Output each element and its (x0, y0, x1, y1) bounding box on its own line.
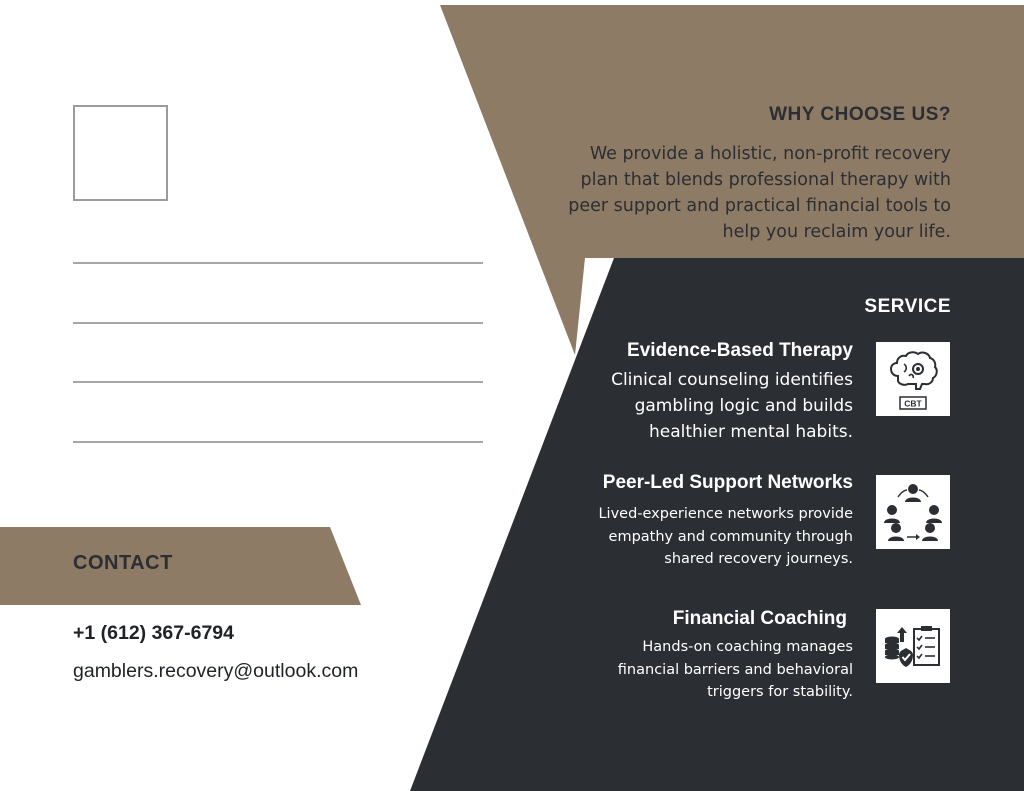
why-choose-us-text (551, 141, 951, 245)
service-desc-therapy (611, 367, 853, 445)
service-desc-line: triggers for stability. (707, 684, 853, 700)
address-line-1 (73, 262, 483, 264)
service-heading: SERVICE (864, 296, 951, 317)
service-desc-line: financial barriers and behavioral (617, 661, 853, 678)
service-desc-line: gambling logic and builds (634, 396, 853, 416)
service-desc-line: Hands-on coaching manages (642, 639, 853, 655)
brain-cbt-icon (876, 342, 950, 416)
service-title-financial-coaching: Financial Coaching (672, 608, 847, 629)
service-desc-line: empathy and community through (608, 528, 853, 545)
service-desc-peer-support (598, 503, 853, 571)
address-line-4 (73, 441, 483, 443)
contact-tan-band (0, 527, 361, 605)
contact-heading: CONTACT (73, 552, 173, 574)
service-desc-line: healthier mental habits. (648, 422, 853, 442)
finance-checklist-icon (876, 609, 950, 683)
contact-email[interactable]: gamblers.recovery@outlook.com (73, 660, 359, 682)
why-line: peer support and practical financial tools to (568, 196, 951, 216)
cbt-icon-label: CBT (904, 398, 922, 409)
service-desc-line: Lived-experience networks provide (598, 506, 853, 522)
service-desc-financial-coaching (618, 636, 853, 704)
support-group-icon (876, 475, 950, 549)
service-title-peer-support: Peer-Led Support Networks (602, 472, 853, 493)
address-line-3 (73, 381, 483, 383)
service-desc-line: shared recovery journeys. (664, 551, 853, 567)
address-line-2 (73, 322, 483, 324)
why-line: We provide a holistic, non-profit recovery (589, 144, 951, 164)
contact-phone[interactable]: +1 (612) 367-6794 (73, 622, 234, 644)
why-line: help you reclaim your life. (722, 222, 951, 242)
why-choose-us-heading: WHY CHOOSE US? (769, 104, 951, 125)
why-line: plan that blends professional therapy with (580, 170, 951, 190)
stamp-placeholder (73, 105, 168, 201)
service-desc-line: Clinical counseling identifies (611, 370, 853, 390)
service-title-therapy: Evidence-Based Therapy (627, 340, 853, 361)
